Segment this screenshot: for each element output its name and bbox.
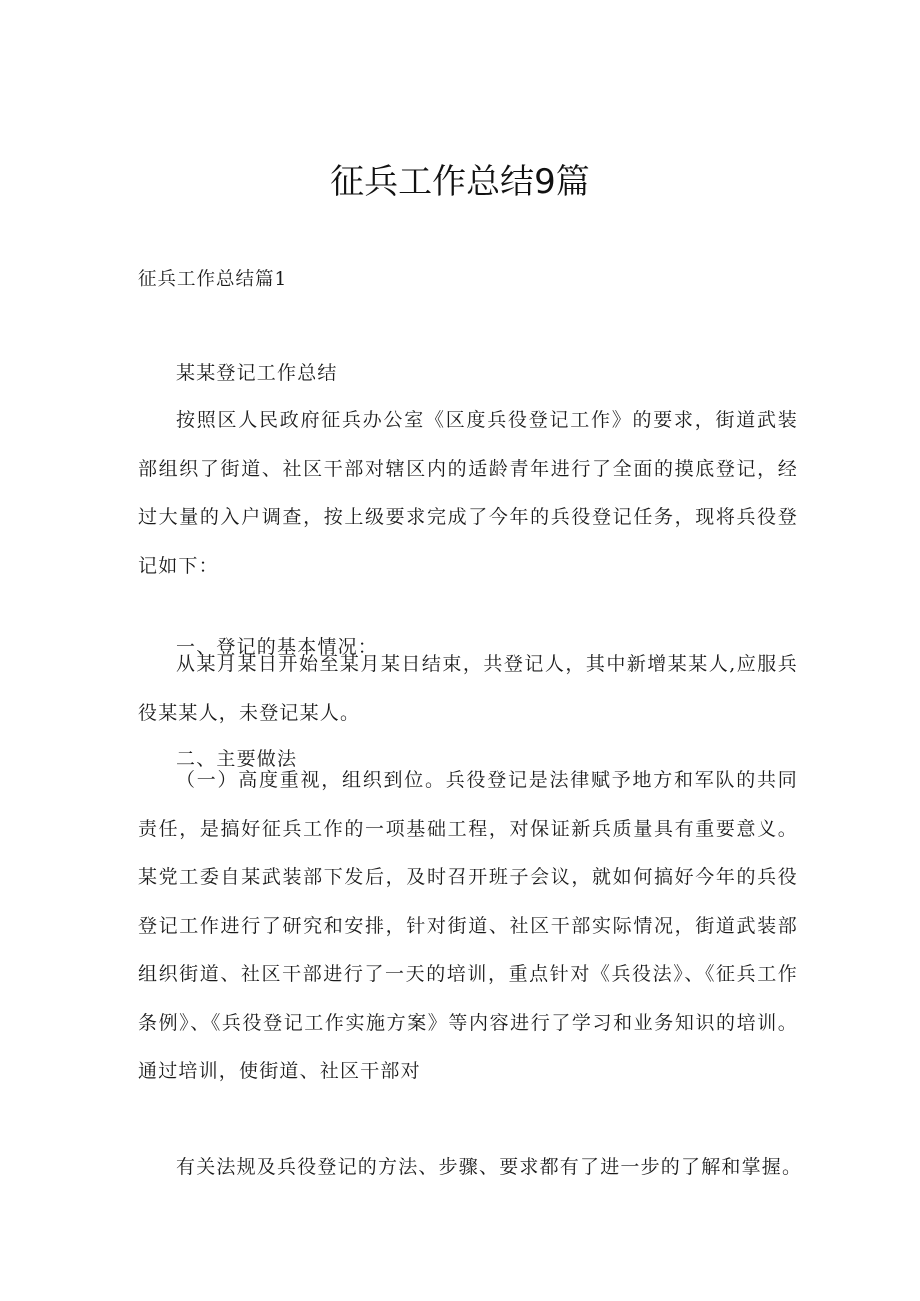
section-2-heading: 二、主要做法 xyxy=(176,748,298,770)
section-1-paragraph: 从某月某日开始至某月某日结束，共登记人，其中新增某某人,应服兵役某某人，未登记某人。 xyxy=(138,653,798,724)
document-subtitle: 征兵工作总结篇1 xyxy=(138,269,288,290)
document-title: 征兵工作总结9篇 xyxy=(330,162,590,202)
intro-paragraph: 按照区人民政府征兵办公室《区度兵役登记工作》的要求，街道武装部组织了街道、社区干部对辖区内的适龄青年进行了全面的摸底登记，经过大量的入户调查，按上级要求完成了今年的兵役登记任务，现将兵役登记如下： xyxy=(138,409,798,577)
continuation-paragraph: 有关法规及兵役登记的方法、步骤、要求都有了进一步的了解和掌握。 xyxy=(176,1156,803,1178)
section-heading: 某某登记工作总结 xyxy=(176,362,338,384)
section-1-heading: 一、登记的基本情况： xyxy=(176,636,379,658)
section-2-paragraph: （一）高度重视，组织到位。兵役登记是法律赋予地方和军队的共同责任，是搞好征兵工作的一项基础工程，对保证新兵质量具有重要意义。某党工委自某武装部下发后，及时召开班子会议，就如何搞好今年的兵役登记工作进行了研究和安排，针对街道、社区干部实际情况，街道武装部组织街道、社区干部进行了一天的培训，重点针对《兵役法》、《征兵工作条例》、《兵役登记工作实施方案》等内容进行了学习和业务知识的培训。通过培训，使街道、社区干部对 xyxy=(138,769,798,1082)
